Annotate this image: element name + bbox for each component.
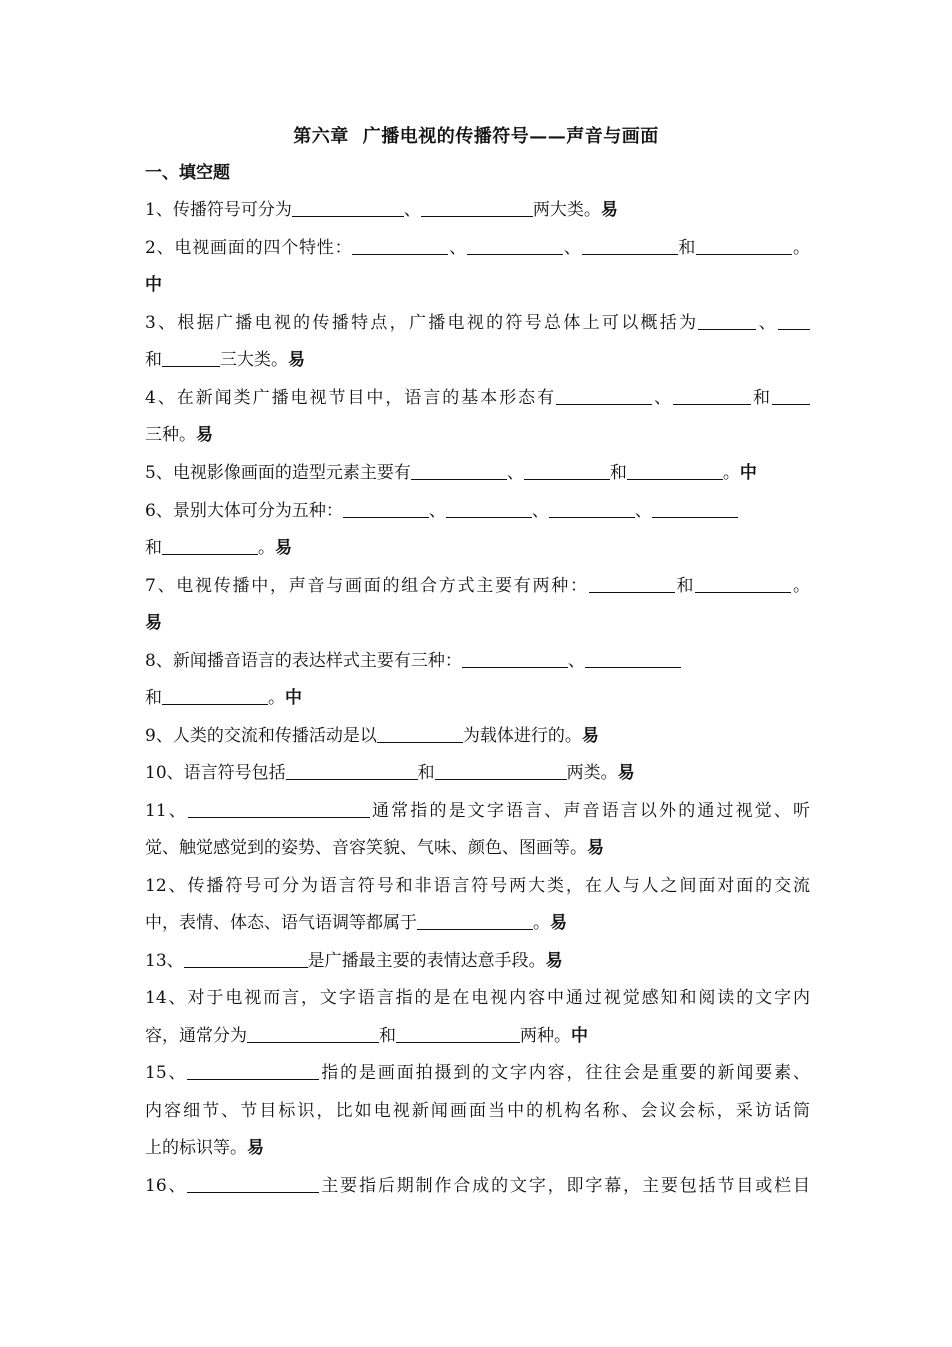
question-text: 、 xyxy=(567,651,585,671)
question-text: 。 xyxy=(792,238,811,258)
question-line xyxy=(145,985,810,1011)
question-line xyxy=(145,310,810,336)
answer-blank[interactable] xyxy=(396,1024,520,1043)
question-line xyxy=(145,760,810,786)
question-text: 和 xyxy=(417,763,435,783)
question-text: 两类。 xyxy=(566,763,618,783)
answer-blank[interactable] xyxy=(652,499,738,518)
question-text: 、 xyxy=(506,463,524,483)
answer-blank[interactable] xyxy=(695,574,791,593)
answer-blank[interactable] xyxy=(585,649,681,668)
answer-blank[interactable] xyxy=(417,911,533,930)
question-text: 、 xyxy=(531,501,549,521)
question-line xyxy=(145,835,810,861)
question-text: 三大类。 xyxy=(220,350,288,370)
question-line xyxy=(145,685,810,711)
question-text: 、 xyxy=(756,313,778,333)
question-text: 、 xyxy=(428,501,446,521)
answer-blank[interactable] xyxy=(524,461,610,480)
question-text: 。 xyxy=(722,463,740,483)
question-text: 。 xyxy=(258,538,275,558)
question-line xyxy=(145,347,810,373)
question-line xyxy=(145,610,810,636)
question-text: 9、人类的交流和传播活动是以 xyxy=(145,726,377,746)
answer-blank[interactable] xyxy=(187,1061,319,1080)
answer-blank[interactable] xyxy=(435,761,567,780)
question-text: 是广播最主要的表情达意手段。 xyxy=(307,951,546,971)
answer-blank[interactable] xyxy=(352,236,448,255)
question-text: 两种。 xyxy=(520,1026,571,1046)
question-line xyxy=(145,385,810,411)
answer-blank[interactable] xyxy=(673,386,751,405)
question-line xyxy=(145,272,810,298)
question-text: 中，表情、体态、语气语调等都属于 xyxy=(145,913,417,933)
question-text: 14、对于电视而言，文字语言指的是在电视内容中通过视觉感知和阅读的文字内 xyxy=(145,988,810,1008)
question-text: 指的是画面拍摄到的文字内容，往往会是重要的新闻要素、 xyxy=(319,1063,810,1083)
answer-blank[interactable] xyxy=(467,236,563,255)
chapter-title xyxy=(0,122,952,148)
question-line xyxy=(145,723,810,749)
question-text: 2、电视画面的四个特性： xyxy=(145,238,353,258)
difficulty-label: 易 xyxy=(600,200,618,220)
difficulty-label: 易 xyxy=(545,951,563,971)
answer-blank[interactable] xyxy=(589,574,675,593)
difficulty-label: 易 xyxy=(550,913,567,933)
question-text: 和 xyxy=(674,576,696,596)
question-text: 、 xyxy=(448,238,468,258)
question-text: 主要指后期制作合成的文字，即字幕，主要包括节目或栏目 xyxy=(319,1176,810,1196)
question-line xyxy=(145,1173,810,1199)
answer-blank[interactable] xyxy=(247,1024,379,1043)
question-text: 内容细节、节目标识，比如电视新闻画面当中的机构名称、会议会标，采访话筒 xyxy=(145,1101,810,1121)
answer-blank[interactable] xyxy=(162,536,258,555)
difficulty-label: 中 xyxy=(285,688,302,708)
question-text: 和 xyxy=(145,538,162,558)
question-text: 和 xyxy=(145,350,162,370)
answer-blank[interactable] xyxy=(462,649,568,668)
answer-blank[interactable] xyxy=(162,348,220,367)
question-line xyxy=(145,1135,810,1161)
question-text: 16、 xyxy=(145,1176,188,1196)
answer-blank[interactable] xyxy=(343,499,429,518)
answer-blank[interactable] xyxy=(411,461,507,480)
answer-blank[interactable] xyxy=(187,1174,319,1193)
difficulty-label: 易 xyxy=(617,763,635,783)
answer-blank[interactable] xyxy=(286,761,418,780)
question-line xyxy=(145,1060,810,1086)
question-line xyxy=(145,422,810,448)
answer-blank[interactable] xyxy=(292,198,404,217)
question-line xyxy=(145,648,810,674)
question-text: 三种。 xyxy=(145,425,196,445)
answer-blank[interactable] xyxy=(582,236,678,255)
question-text: 和 xyxy=(751,388,772,408)
question-text: 、 xyxy=(403,200,421,220)
question-line xyxy=(145,798,810,824)
difficulty-label: 易 xyxy=(275,538,292,558)
answer-blank[interactable] xyxy=(778,311,810,330)
difficulty-label: 中 xyxy=(571,1026,588,1046)
question-text: 10、语言符号包括 xyxy=(145,763,286,783)
question-text: 7、电视传播中，声音与画面的组合方式主要有两种： xyxy=(145,576,589,596)
answer-blank[interactable] xyxy=(549,499,635,518)
question-line xyxy=(145,948,810,974)
answer-blank[interactable] xyxy=(446,499,532,518)
question-line xyxy=(145,1023,810,1049)
difficulty-label: 易 xyxy=(196,425,213,445)
question-text: 、 xyxy=(634,501,652,521)
question-text: 容，通常分为 xyxy=(145,1026,247,1046)
answer-blank[interactable] xyxy=(377,724,463,743)
question-line xyxy=(145,535,810,561)
question-text: 上的标识等。 xyxy=(145,1138,247,1158)
question-text: 、 xyxy=(563,238,582,258)
question-text: 和 xyxy=(145,688,162,708)
answer-blank[interactable] xyxy=(421,198,533,217)
answer-blank[interactable] xyxy=(188,799,370,818)
difficulty-label: 易 xyxy=(587,838,604,858)
answer-blank[interactable] xyxy=(627,461,723,480)
question-text: 11、 xyxy=(145,801,188,821)
difficulty-label: 易 xyxy=(581,726,599,746)
answer-blank[interactable] xyxy=(556,386,652,405)
question-line xyxy=(145,197,810,223)
question-text: 12、传播符号可分为语言符号和非语言符号两大类，在人与人之间面对面的交流 xyxy=(145,876,810,896)
question-text: 两大类。 xyxy=(532,200,601,220)
question-text: 为载体进行的。 xyxy=(462,726,582,746)
question-text: 和 xyxy=(677,238,697,258)
question-text: 1、传播符号可分为 xyxy=(145,200,292,220)
question-text: 、 xyxy=(652,388,674,408)
section-heading: 一、填空题 xyxy=(145,163,230,183)
question-text: 3、根据广播电视的传播特点，广播电视的符号总体上可以概括为 xyxy=(145,313,699,333)
difficulty-label: 易 xyxy=(288,350,305,370)
answer-blank[interactable] xyxy=(696,236,792,255)
question-line xyxy=(145,235,810,261)
question-line xyxy=(145,573,810,599)
answer-blank[interactable] xyxy=(162,686,268,705)
chapter-number: 第六章 xyxy=(293,126,349,147)
question-text: 觉、触觉感觉到的姿势、音容笑貌、气味、颜色、图画等。 xyxy=(145,838,587,858)
answer-blank[interactable] xyxy=(698,311,756,330)
difficulty-label: 易 xyxy=(145,613,162,633)
answer-blank[interactable] xyxy=(772,386,810,405)
question-line xyxy=(145,498,810,524)
question-text: 4、在新闻类广播电视节目中，语言的基本形态有 xyxy=(145,388,557,408)
question-text: 13、 xyxy=(145,951,184,971)
question-text: 15、 xyxy=(145,1063,188,1083)
difficulty-label: 中 xyxy=(739,463,757,483)
question-line xyxy=(145,460,810,486)
answer-blank[interactable] xyxy=(184,949,308,968)
question-line xyxy=(145,873,810,899)
question-text: 和 xyxy=(609,463,627,483)
question-text: 5、电视影像画面的造型元素主要有 xyxy=(145,463,411,483)
difficulty-label: 中 xyxy=(145,275,162,295)
question-text: 。 xyxy=(533,913,550,933)
question-text: 通常指的是文字语言、声音语言以外的通过视觉、听 xyxy=(369,801,810,821)
chapter-subject: 广播电视的传播符号——声音与画面 xyxy=(362,126,659,147)
question-text: 8、新闻播音语言的表达样式主要有三种： xyxy=(145,651,462,671)
question-line xyxy=(145,910,810,936)
question-text: 6、景别大体可分为五种： xyxy=(145,501,343,521)
question-text: 。 xyxy=(268,688,285,708)
question-line xyxy=(145,1098,810,1124)
difficulty-label: 易 xyxy=(247,1138,264,1158)
question-text: 。 xyxy=(791,576,810,596)
question-text: 和 xyxy=(379,1026,396,1046)
